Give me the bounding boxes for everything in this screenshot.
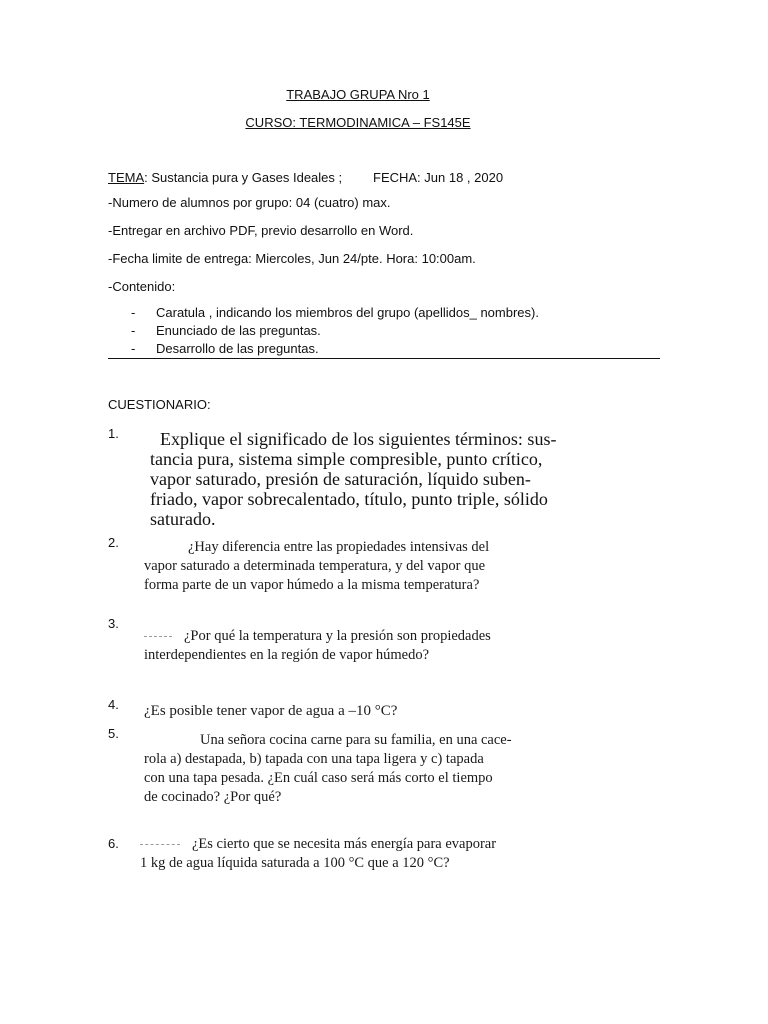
question-text: Una señora cocina carne para su familia, en una cace- rola a) destapada, b) tapada con una tapa ligera y c) tapada con una tapa pesada. ¿En cuál caso será más corto el tiempo de cocinado? ¿Por qué? [144,732,512,805]
tema-label: TEMA [108,170,145,185]
scan-smudge-mark [144,636,172,637]
document-title: TRABAJO GRUPA Nro 1 [286,87,430,102]
list-item-bullet: - [131,341,136,356]
tema-line [108,170,342,185]
alumnos-text: -Numero de alumnos por grupo: 04 (cuatro) max. [108,195,391,210]
question-number: 2. [108,535,119,550]
list-item: Desarrollo de las preguntas. [156,341,319,356]
question-text: ¿Es cierto que se necesita más energía para evaporar 1 kg de agua líquida saturada a 100 °C que a 120 °C? [140,836,497,871]
question-text: ¿Es posible tener vapor de agua a –10 °C? [144,703,398,719]
question-number: 1. [108,426,119,441]
list-item-bullet: - [131,305,136,320]
entregar-text: -Entregar en archivo PDF, previo desarrollo en Word. [108,223,414,238]
list-item: Caratula , indicando los miembros del grupo (apellidos_ nombres). [156,305,539,320]
section-divider [108,358,660,359]
fecha-text: FECHA: Jun 18 , 2020 [373,170,504,185]
course-title: CURSO: TERMODINAMICA – FS145E [245,115,471,130]
fecha-limite-text: -Fecha limite de entrega: Miercoles, Jun 24/pte. Hora: 10:00am. [108,251,476,266]
list-item: Enunciado de las preguntas. [156,323,321,338]
tema-value: : Sustancia pura y Gases Ideales ; [144,170,343,185]
question-text: ¿Hay diferencia entre las propiedades intensivas del vapor saturado a determinada temperatura, y del vapor que forma parte de un vapor húmedo a la misma temperatura? [144,539,490,593]
cuestionario-heading: CUESTIONARIO: [108,397,211,412]
question-text: ¿Por qué la temperatura y la presión son propiedades interdependientes en la región de vapor húmedo? [144,628,491,663]
scan-smudge-mark [140,844,180,845]
question-number: 3. [108,616,119,631]
question-number: 5. [108,726,119,741]
question-text: Explique el significado de los siguientes términos: sus- tancia pura, sistema simple compresible, punto crítico, vapor saturado, presión de saturación, líquido suben- friado, vapor sobrecalentado, título, punto triple, sólido saturado. [150,429,557,529]
question-number: 4. [108,697,119,712]
question-number: 6. [108,836,119,851]
list-item-bullet: - [131,323,136,338]
contenido-label: -Contenido: [108,279,176,294]
